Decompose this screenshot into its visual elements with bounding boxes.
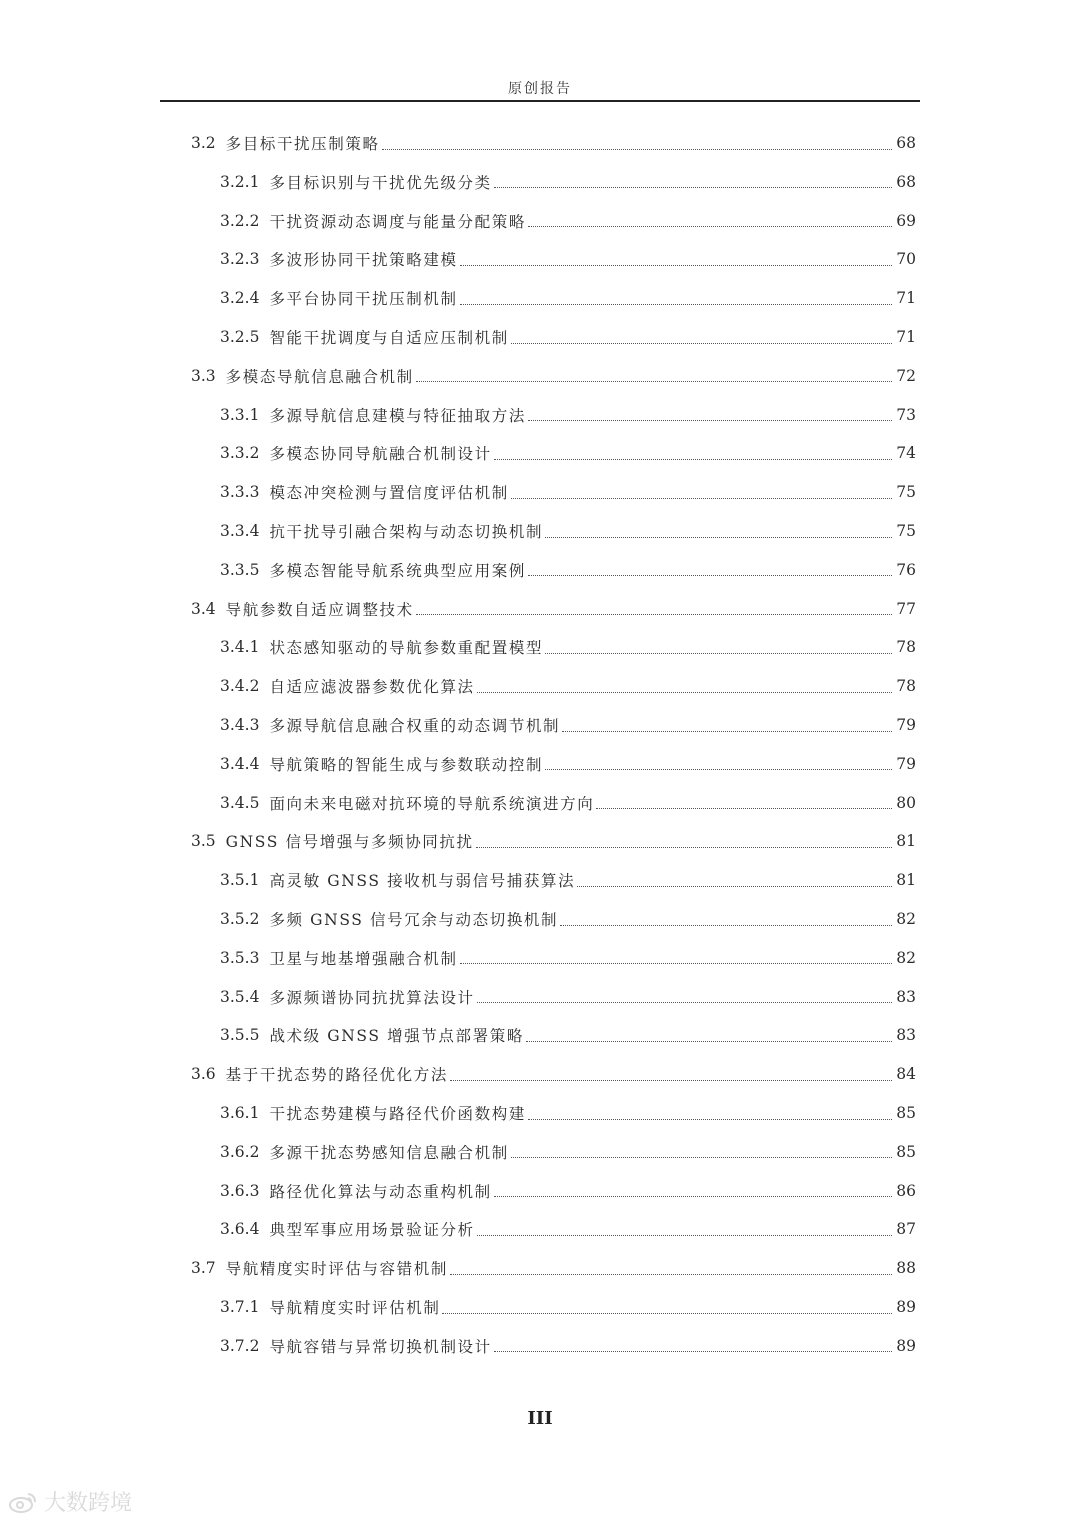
- toc-entry-title: 导航精度实时评估与容错机制: [225, 1260, 448, 1279]
- toc-entry-number: 3.5.4: [220, 987, 260, 1006]
- toc-dot-leader: [494, 459, 892, 460]
- toc-entry-page: 79: [896, 716, 916, 734]
- toc-entry-title: 导航容错与异常切换机制设计: [269, 1337, 492, 1356]
- toc-dot-leader: [477, 692, 892, 693]
- toc-entry-page: 87: [896, 1220, 916, 1239]
- toc-entry-title: 智能干扰调度与自适应压制机制: [269, 329, 509, 347]
- toc-entry-number: 3.4.1: [220, 638, 260, 657]
- toc-entry-page: 69: [896, 211, 916, 230]
- toc-dot-leader: [577, 886, 892, 887]
- toc-dot-leader: [511, 498, 892, 499]
- toc-entry-page: 85: [896, 1104, 916, 1122]
- toc-entry-number: 3.2.5: [220, 328, 260, 346]
- toc-entry-page: 79: [896, 754, 916, 773]
- watermark: [8, 1486, 132, 1517]
- toc-entry-page: 76: [896, 560, 916, 579]
- toc-entry[interactable]: [220, 1210, 916, 1249]
- toc-dot-leader: [477, 1235, 892, 1236]
- toc-dot-leader: [494, 187, 892, 188]
- toc-entry-page: 85: [896, 1142, 916, 1161]
- toc-entry[interactable]: [220, 667, 916, 706]
- toc-entry-page: 77: [896, 599, 916, 618]
- toc-entry-page: 78: [896, 638, 916, 657]
- toc-entry-page: 89: [896, 1298, 916, 1316]
- toc-dot-leader: [526, 1041, 892, 1042]
- toc-entry-title: 多模态智能导航系统典型应用案例: [269, 561, 526, 580]
- toc-entry-page: 83: [896, 987, 916, 1006]
- toc-entry-title: 高灵敏 GNSS 接收机与弱信号捕获算法: [269, 872, 576, 891]
- toc-entry-title: 模态冲突检测与置信度评估机制: [269, 484, 509, 503]
- toc-dot-leader: [450, 1274, 892, 1275]
- toc-entry-title: 多源频谱协同抗扰算法设计: [269, 988, 475, 1007]
- toc-entry[interactable]: [220, 434, 916, 473]
- toc-entry-number: 3.7: [191, 1259, 216, 1278]
- toc-entry[interactable]: [220, 279, 916, 318]
- toc-dot-leader: [476, 847, 892, 848]
- toc-entry-title: 导航策略的智能生成与参数联动控制: [269, 755, 544, 774]
- weibo-logo-icon: [8, 1490, 38, 1514]
- toc-entry[interactable]: [220, 783, 916, 822]
- toc-dot-leader: [460, 265, 892, 266]
- toc-dot-leader: [416, 381, 892, 382]
- toc-dot-leader: [545, 537, 892, 538]
- toc-entry[interactable]: [220, 1171, 916, 1210]
- toc-entry[interactable]: [220, 473, 916, 512]
- toc-entry[interactable]: [220, 1288, 916, 1327]
- toc-dot-leader: [562, 731, 892, 732]
- toc-entry-number: 3.7.1: [220, 1298, 260, 1316]
- toc-dot-leader: [460, 304, 892, 305]
- toc-entry-number: 3.2.3: [220, 250, 260, 269]
- toc-entry-page: 75: [896, 522, 916, 540]
- toc-entry-page: 70: [896, 250, 916, 269]
- toc-entry-page: 68: [896, 172, 916, 191]
- toc-entry-title: 战术级 GNSS 增强节点部署策略: [269, 1027, 524, 1046]
- toc-entry-title: 多平台协同干扰压制机制: [269, 290, 458, 309]
- toc-entry-page: 88: [896, 1259, 916, 1278]
- toc-entry[interactable]: [220, 512, 916, 551]
- toc-entry-page: 78: [896, 677, 916, 696]
- toc-dot-leader: [511, 343, 892, 344]
- toc-entry-title: 多目标干扰压制策略: [225, 135, 380, 153]
- toc-dot-leader: [416, 614, 892, 615]
- toc-entry-page: 73: [896, 405, 916, 424]
- toc-entry[interactable]: [220, 1016, 916, 1055]
- toc-entry-title: 多模态导航信息融合机制: [225, 367, 414, 386]
- toc-entry-title: 干扰态势建模与路径代价函数构建: [269, 1105, 526, 1123]
- toc-entry-number: 3.2.2: [220, 211, 260, 230]
- toc-entry-title: 多源导航信息建模与特征抽取方法: [269, 406, 526, 425]
- toc-dot-leader: [494, 1351, 892, 1352]
- toc-entry-title: 状态感知驱动的导航参数重配置模型: [269, 639, 544, 658]
- watermark-text: 大数跨境: [44, 1491, 133, 1516]
- toc-entry-page: 75: [896, 483, 916, 502]
- toc-entry-number: 3.2.1: [220, 172, 260, 191]
- toc-entry-page: 81: [896, 871, 916, 890]
- toc-entry-page: 84: [896, 1065, 916, 1084]
- toc-entry-title: 多源导航信息融合权重的动态调节机制: [269, 717, 561, 735]
- toc-entry-title: 抗干扰导引融合架构与动态切换机制: [269, 523, 544, 541]
- toc-dot-leader: [545, 653, 892, 654]
- toc-entry[interactable]: [191, 589, 916, 628]
- toc-dot-leader: [450, 1080, 892, 1081]
- toc-entry[interactable]: [220, 861, 916, 900]
- toc-entry-title: 多模态协同导航融合机制设计: [269, 445, 492, 464]
- toc-entry-title: 卫星与地基增强融合机制: [269, 949, 458, 968]
- toc-dot-leader: [528, 420, 892, 421]
- toc-entry-title: 路径优化算法与动态重构机制: [269, 1182, 492, 1201]
- toc-entry-number: 3.4.4: [220, 754, 260, 773]
- toc-entry-title: GNSS 信号增强与多频协同抗扰: [225, 833, 474, 852]
- toc-entry-title: 面向未来电磁对抗环境的导航系统演进方向: [269, 794, 595, 813]
- toc-entry-number: 3.5.5: [220, 1026, 260, 1045]
- toc-entry-number: 3.6.3: [220, 1181, 260, 1200]
- toc-entry[interactable]: [220, 395, 916, 434]
- toc-entry-number: 3.4.3: [220, 716, 260, 734]
- toc-entry-title: 典型军事应用场景验证分析: [269, 1221, 475, 1240]
- toc-entry[interactable]: [191, 1249, 916, 1288]
- toc-dot-leader: [477, 1002, 892, 1003]
- toc-entry[interactable]: [220, 201, 916, 240]
- toc-entry-page: 82: [896, 948, 916, 967]
- toc-entry-page: 71: [896, 289, 916, 308]
- toc-entry-page: 80: [896, 793, 916, 812]
- toc-entry-page: 72: [896, 366, 916, 385]
- toc-dot-leader: [460, 963, 892, 964]
- toc-entry-number: 3.5: [191, 832, 216, 851]
- toc-dot-leader: [560, 925, 892, 926]
- toc-entry[interactable]: [220, 1326, 916, 1365]
- toc-entry-number: 3.3.3: [220, 483, 260, 502]
- toc-entry-number: 3.4.2: [220, 677, 260, 696]
- toc-entry-number: 3.6.4: [220, 1220, 260, 1239]
- toc-entry-title: 多源干扰态势感知信息融合机制: [269, 1143, 509, 1162]
- toc-entry-number: 3.3: [191, 366, 216, 385]
- toc-entry[interactable]: [220, 977, 916, 1016]
- toc-entry[interactable]: [220, 550, 916, 589]
- toc-dot-leader: [528, 226, 892, 227]
- toc-entry[interactable]: [220, 1132, 916, 1171]
- toc-entry-number: 3.3.4: [220, 522, 260, 540]
- toc-entry-number: 3.2.4: [220, 289, 260, 308]
- header-rule: [160, 100, 920, 102]
- toc-dot-leader: [382, 149, 892, 150]
- toc-entry[interactable]: [220, 744, 916, 783]
- toc-entry[interactable]: [191, 1055, 916, 1094]
- toc-entry-title: 自适应滤波器参数优化算法: [269, 678, 475, 697]
- toc-entry[interactable]: [220, 938, 916, 977]
- page-header-title: 原创报告: [508, 81, 572, 97]
- toc-entry[interactable]: [191, 822, 916, 861]
- toc-entry-title: 多目标识别与干扰优先级分类: [269, 173, 492, 192]
- toc-entry[interactable]: [191, 124, 916, 163]
- toc-entry-number: 3.3.5: [220, 560, 260, 579]
- toc-dot-leader: [511, 1157, 892, 1158]
- toc-entry[interactable]: [220, 162, 916, 201]
- toc-entry-number: 3.3.1: [220, 405, 260, 424]
- toc-entry-page: 89: [896, 1336, 916, 1355]
- toc-entry-title: 导航参数自适应调整技术: [225, 600, 414, 619]
- toc-entry-number: 3.3.2: [220, 444, 260, 463]
- toc-entry-number: 3.7.2: [220, 1336, 260, 1355]
- toc-entry[interactable]: [191, 356, 916, 395]
- toc-dot-leader: [596, 808, 892, 809]
- toc-dot-leader: [442, 1313, 892, 1314]
- toc-entry-title: 多频 GNSS 信号冗余与动态切换机制: [269, 911, 559, 929]
- toc-entry-title: 基于干扰态势的路径优化方法: [225, 1066, 448, 1085]
- toc-entry-page: 81: [896, 832, 916, 851]
- toc-entry-number: 3.6.2: [220, 1142, 260, 1161]
- toc-entry-title: 多波形协同干扰策略建模: [269, 251, 458, 270]
- toc-entry-number: 3.4.5: [220, 793, 260, 812]
- toc-entry-title: 导航精度实时评估机制: [269, 1299, 441, 1317]
- toc-entry[interactable]: [220, 318, 916, 357]
- toc-entry-number: 3.6.1: [220, 1104, 260, 1122]
- toc-entry-number: 3.5.1: [220, 871, 260, 890]
- toc-entry-number: 3.4: [191, 599, 216, 618]
- toc-entry-title: 干扰资源动态调度与能量分配策略: [269, 212, 526, 231]
- toc-dot-leader: [494, 1196, 892, 1197]
- page-number: III: [527, 1408, 553, 1429]
- toc-entry-page: 71: [896, 328, 916, 346]
- toc-entry[interactable]: [220, 628, 916, 667]
- toc-dot-leader: [528, 1119, 892, 1120]
- toc-entry-page: 74: [896, 444, 916, 463]
- toc-entry-number: 3.2: [191, 134, 216, 152]
- toc-entry-page: 86: [896, 1181, 916, 1200]
- toc-dot-leader: [545, 769, 892, 770]
- toc-entry-page: 68: [896, 134, 916, 152]
- toc-entry[interactable]: [220, 1094, 916, 1133]
- toc-entry-page: 83: [896, 1026, 916, 1045]
- toc-entry-number: 3.5.3: [220, 948, 260, 967]
- toc-entry[interactable]: [220, 240, 916, 279]
- toc-entry-number: 3.6: [191, 1065, 216, 1084]
- toc-entry[interactable]: [220, 706, 916, 745]
- toc-entry-number: 3.5.2: [220, 910, 260, 928]
- toc-dot-leader: [528, 575, 892, 576]
- toc-entry[interactable]: [220, 900, 916, 939]
- toc-entry-page: 82: [896, 910, 916, 928]
